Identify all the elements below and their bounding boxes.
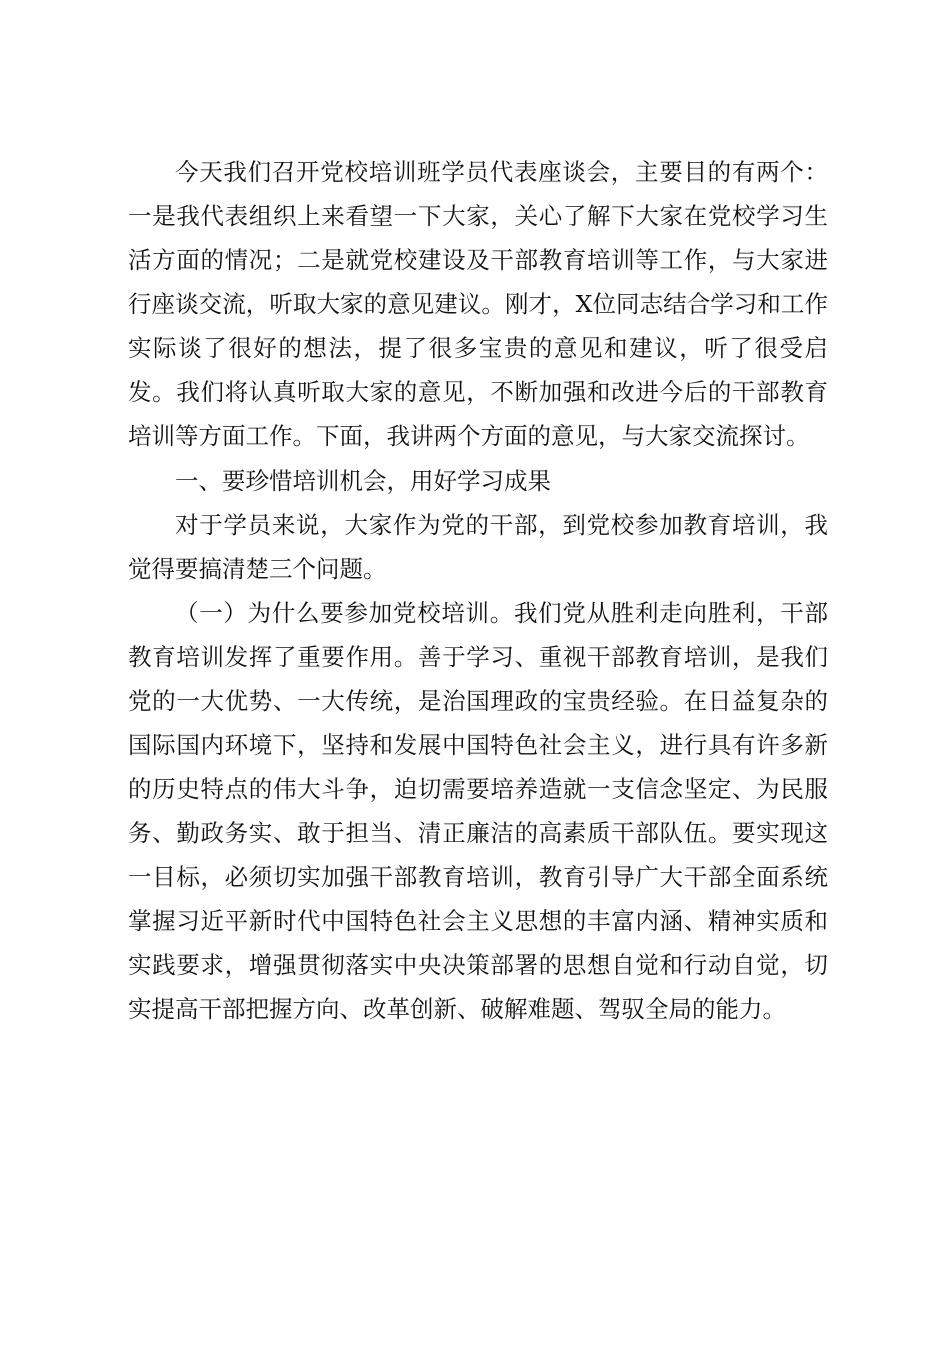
paragraph-subsection-1: （一）为什么要参加党校培训。我们党从胜利走向胜利，干部教育培训发挥了重要作用。善于学习、重视干部教育培训，是我们党的一大优势、一大传统，是治国理政的宝贵经验。在日益复杂的国际国内环境下，坚持和发展中国特色社会主义，进行具有许多新的历史特点的伟大斗争，迫切需要培养造就一支信念坚定、为民服务、勤政务实、敢于担当、清正廉洁的高素质干部队伍。要实现这一目标，必须切实加强干部教育培训，教育引导广大干部全面系统掌握习近平新时代中国特色社会主义思想的丰富内涵、精神实质和实践要求，增强贯彻落实中央决策部署的思想自觉和行动自觉，切实提高干部把握方向、改革创新、破解难题、驾驭全局的能力。: [128, 599, 828, 1023]
paragraph-intro: 今天我们召开党校培训班学员代表座谈会，主要目的有两个：一是我代表组织上来看望一下大家，关心了解下大家在党校学习生活方面的情况；二是就党校建设及干部教育培训等工作，与大家进行座谈交流，听取大家的意见建议。刚才，X位同志结合学习和工作实际谈了很好的想法，提了很多宝贵的意见和建议，听了很受启发。我们将认真听取大家的意见，不断加强和改进今后的干部教育培训等方面工作。下面，我讲两个方面的意见，与大家交流探讨。: [128, 158, 828, 450]
section-heading-1: 一、要珍惜培训机会，用好学习成果: [175, 467, 551, 495]
document-body: [128, 150, 828, 1031]
paragraph-section-1-intro: 对于学员来说，大家作为党的干部，到党校参加教育培训，我觉得要搞清楚三个问题。: [128, 511, 828, 583]
